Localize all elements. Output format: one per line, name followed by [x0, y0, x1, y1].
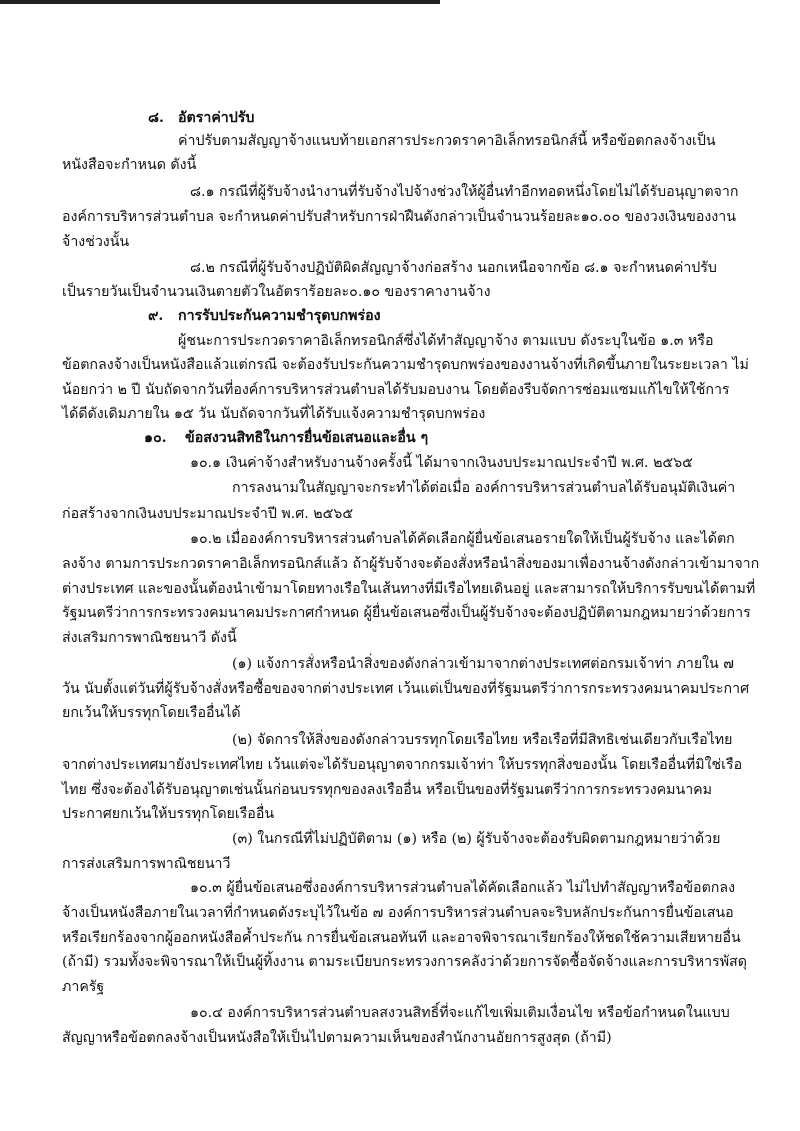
paragraph-line: น้อยกว่า ๒ ปี นับถัดจากวันที่องค์การบริหารส่วนตำบลได้รับมอบงาน โดยต้องรีบจัดการซ่อมแซมแก้ไขให้ใช้การ — [62, 382, 730, 398]
paragraph-line: การลงนามในสัญญาจะกระทำได้ต่อเมื่อ องค์การบริหารส่วนตำบลได้รับอนุมัติเงินค่า — [232, 480, 736, 496]
paragraph-line: วัน นับตั้งแต่วันที่ผู้รับจ้างสั่งหรือซื้อของจากต่างประเทศ เว้นแต่เป็นของที่รัฐมนตรีว่าการกระทรวงคมนาคมประกาศ — [62, 681, 750, 697]
paragraph-line: องค์การบริหารส่วนตำบล จะกำหนดค่าปรับสำหรับการฝ่าฝืนดังกล่าวเป็นจำนวนร้อยละ๑๐.๐๐ ของวงเงินของงาน — [62, 209, 736, 225]
paragraph-line: (๓) ในกรณีที่ไม่ปฏิบัติตาม (๑) หรือ (๒) ผู้รับจ้างจะต้องรับผิดตามกฎหมายว่าด้วย — [232, 831, 721, 847]
paragraph-line: ได้ดีดังเดิมภายใน ๑๕ วัน นับถัดจากวันที่ได้รับแจ้งความชำรุดบกพร่อง — [62, 406, 486, 422]
paragraph-line: ๑๐.๒ เมื่อองค์การบริหารส่วนตำบลได้คัดเลือกผู้ยื่นข้อเสนอรายใดให้เป็นผู้รับจ้าง และได้ตก — [190, 531, 735, 547]
paragraph-line: ลงจ้าง ตามการประกวดราคาอิเล็กทรอนิกส์แล้ว ถ้าผู้รับจ้างจะต้องสั่งหรือนำสิ่งของมาเพื่องานจ้างดังกล่าวเข้ามาจาก — [62, 556, 760, 572]
paragraph-line: จ้างเป็นหนังสือภายในเวลาที่กำหนดดังระบุไว้ในข้อ ๗ องค์การบริหารส่วนตำบลจะริบหลักประกันการยื่นข้อเสนอ — [62, 905, 734, 921]
paragraph-line: ค่าปรับตามสัญญาจ้างแนบท้ายเอกสารประกวดราคาอิเล็กทรอนิกส์นี้ หรือข้อตกลงจ้างเป็น — [178, 133, 716, 149]
paragraph-line: หนังสือจะกำหนด ดังนี้ — [62, 157, 197, 173]
paragraph-line: (ถ้ามี) รวมทั้งจะพิจารณาให้เป็นผู้ทิ้งงาน ตามระเบียบกระทรวงการคลังว่าด้วยการจัดซื้อจัดจ้างและการบริหารพัสดุ — [62, 954, 747, 970]
paragraph-line: การส่งเสริมการพาณิชยนาวี — [62, 856, 231, 872]
paragraph-line: ประกาศยกเว้นให้บรรทุกโดยเรืออื่น — [62, 806, 275, 822]
paragraph-line: (๒) จัดการให้สิ่งของดังกล่าวบรรทุกโดยเรือไทย หรือเรือที่มีสิทธิเช่นเดียวกับเรือไทย — [232, 732, 733, 748]
paragraph-line: ๘.๑ กรณีที่ผู้รับจ้างนำงานที่รับจ้างไปจ้างช่วงให้ผู้อื่นทำอีกทอดหนึ่งโดยไม่ได้รับอนุญาตจาก — [190, 184, 739, 200]
paragraph-line: รัฐมนตรีว่าการกระทรวงคมนาคมประกาศกำหนด ผู้ยื่นข้อเสนอซึ่งเป็นผู้รับจ้างจะต้องปฏิบัติตามกฎหมายว่าด้วยการ — [62, 605, 751, 621]
paragraph-line: จ้างช่วงนั้น — [62, 234, 130, 250]
section-10-number: ๑๐. — [144, 430, 167, 446]
section-9-heading: การรับประกันความชำรุดบกพร่อง — [178, 308, 381, 324]
section-8-heading: อัตราค่าปรับ — [178, 110, 255, 126]
paragraph-line: ผู้ชนะการประกวดราคาอิเล็กทรอนิกส์ซึ่งได้ทำสัญญาจ้าง ตามแบบ ดังระบุในข้อ ๑.๓ หรือ — [178, 333, 714, 349]
paragraph-line: จากต่างประเทศมายังประเทศไทย เว้นแต่จะได้รับอนุญาตจากกรมเจ้าท่า ให้บรรทุกสิ่งของนั้น โดยเรืออื่นที่มิใช่เรือ — [62, 757, 743, 773]
paragraph-line: ยกเว้นให้บรรทุกโดยเรืออื่นได้ — [62, 705, 241, 721]
paragraph-line: ๘.๒ กรณีที่ผู้รับจ้างปฏิบัติผิดสัญญาจ้างก่อสร้าง นอกเหนือจากข้อ ๘.๑ จะกำหนดค่าปรับ — [190, 260, 717, 276]
paragraph-line: ส่งเสริมการพาณิชยนาวี ดังนี้ — [62, 630, 237, 646]
paragraph-line: ๑๐.๓ ผู้ยื่นข้อเสนอซึ่งองค์การบริหารส่วนตำบลได้คัดเลือกแล้ว ไม่ไปทำสัญญาหรือข้อตกลง — [190, 880, 736, 896]
section-10-heading: ข้อสงวนสิทธิในการยื่นข้อเสนอและอื่น ๆ — [185, 430, 429, 446]
paragraph-line: เป็นรายวันเป็นจำนวนเงินตายตัวในอัตราร้อยละ๐.๑๐ ของราคางานจ้าง — [62, 284, 491, 300]
paragraph-line: ๑๐.๑ เงินค่าจ้างสำหรับงานจ้างครั้งนี้ ได้มาจากเงินงบประมาณประจำปี พ.ศ. ๒๕๖๕ — [190, 455, 693, 471]
section-9-number: ๙. — [148, 308, 164, 324]
paragraph-line: สัญญาหรือข้อตกลงจ้างเป็นหนังสือให้เป็นไปตามความเห็นของสำนักงานอัยการสูงสุด (ถ้ามี) — [62, 1030, 612, 1046]
paragraph-line: (๑) แจ้งการสั่งหรือนำสิ่งของดังกล่าวเข้ามาจากต่างประเทศต่อกรมเจ้าท่า ภายใน ๗ — [232, 656, 734, 672]
paragraph-line: ข้อตกลงจ้างเป็นหนังสือแล้วแต่กรณี จะต้องรับประกันความชำรุดบกพร่องของงานจ้างที่เกิดขึ้นภายในระยะเวลา ไม่ — [62, 357, 749, 373]
section-8-number: ๘. — [148, 110, 164, 126]
paragraph-line: หรือเรียกร้องจากผู้ออกหนังสือค้ำประกัน การยื่นข้อเสนอทันที และอาจพิจารณาเรียกร้องให้ชดใช้ความเสียหายอื่น — [62, 930, 741, 946]
paragraph-line: ก่อสร้างจากเงินงบประมาณประจำปี พ.ศ. ๒๕๖๕ — [62, 506, 354, 522]
paragraph-line: ต่างประเทศ และของนั้นต้องนำเข้ามาโดยทางเรือในเส้นทางที่มีเรือไทยเดินอยู่ และสามารถให้บริการรับขนได้ตามที่ — [62, 581, 756, 597]
paragraph-line: ภาครัฐ — [62, 979, 105, 995]
paragraph-line: ไทย ซึ่งจะต้องได้รับอนุญาตเช่นนั้นก่อนบรรทุกของลงเรืออื่น หรือเป็นของที่รัฐมนตรีว่าการกระทรวงคมนาคม — [62, 782, 713, 798]
paragraph-line: ๑๐.๔ องค์การบริหารส่วนตำบลสงวนสิทธิ์ที่จะแก้ไขเพิ่มเติมเงื่อนไข หรือข้อกำหนดในแบบ — [190, 1005, 730, 1021]
